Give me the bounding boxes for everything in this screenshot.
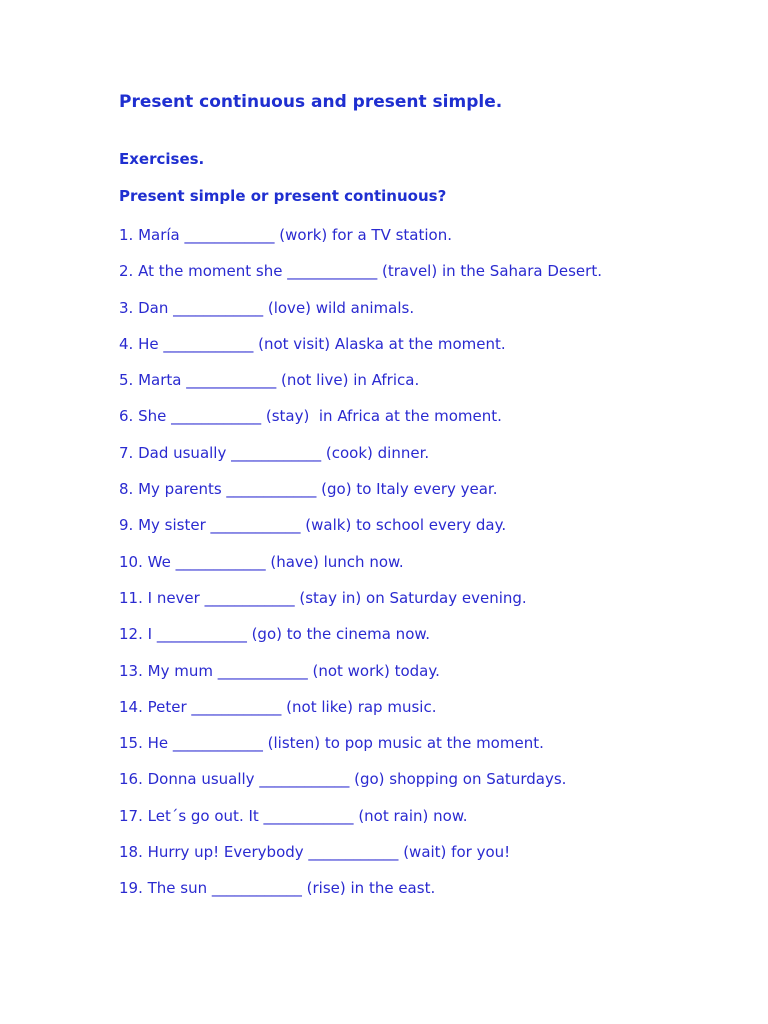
exercise-item-16: 16. Donna usually ____________ (go) shopping on Saturdays.: [119, 770, 567, 789]
exercise-item-14: 14. Peter ____________ (not like) rap music.: [119, 697, 437, 716]
exercise-item-1: 1. María ____________ (work) for a TV station.: [119, 226, 452, 244]
exercise-item-18: 18. Hurry up! Everybody ____________ (wait) for you!: [119, 843, 511, 862]
exercise-item-8: 8. My parents ____________ (go) to Italy every year.: [119, 480, 498, 499]
exercise-item-10: 10. We ____________ (have) lunch now.: [119, 552, 404, 571]
exercise-item-17: 17. Let´s go out. It ____________ (not rain) now.: [119, 806, 468, 825]
exercise-item-11: 11. I never ____________ (stay in) on Saturday evening.: [119, 588, 527, 607]
exercise-item-2: 2. At the moment she ____________ (travel) in the Sahara Desert.: [119, 262, 602, 281]
exercise-item-6: 6. She ____________ (stay) in Africa at the moment.: [119, 407, 502, 426]
exercise-item-9: 9. My sister ____________ (walk) to school every day.: [119, 516, 507, 535]
exercises-heading: Exercises.: [119, 150, 205, 168]
exercise-item-19: 19. The sun ____________ (rise) in the east.: [119, 879, 436, 898]
instruction-heading: Present simple or present continuous?: [119, 187, 447, 205]
exercise-item-3: 3. Dan ____________ (love) wild animals.: [119, 298, 415, 317]
exercise-item-4: 4. He ____________ (not visit) Alaska at the moment.: [119, 334, 506, 353]
exercise-item-15: 15. He ____________ (listen) to pop music at the moment.: [119, 734, 544, 753]
exercise-item-12: 12. I ____________ (go) to the cinema now.: [119, 625, 431, 644]
exercise-item-7: 7. Dad usually ____________ (cook) dinner.: [119, 443, 430, 462]
exercise-item-5: 5. Marta ____________ (not live) in Africa.: [119, 371, 420, 390]
page-title: Present continuous and present simple.: [119, 92, 503, 112]
exercise-item-13: 13. My mum ____________ (not work) today.: [119, 661, 440, 680]
exercise-list: [119, 224, 602, 914]
